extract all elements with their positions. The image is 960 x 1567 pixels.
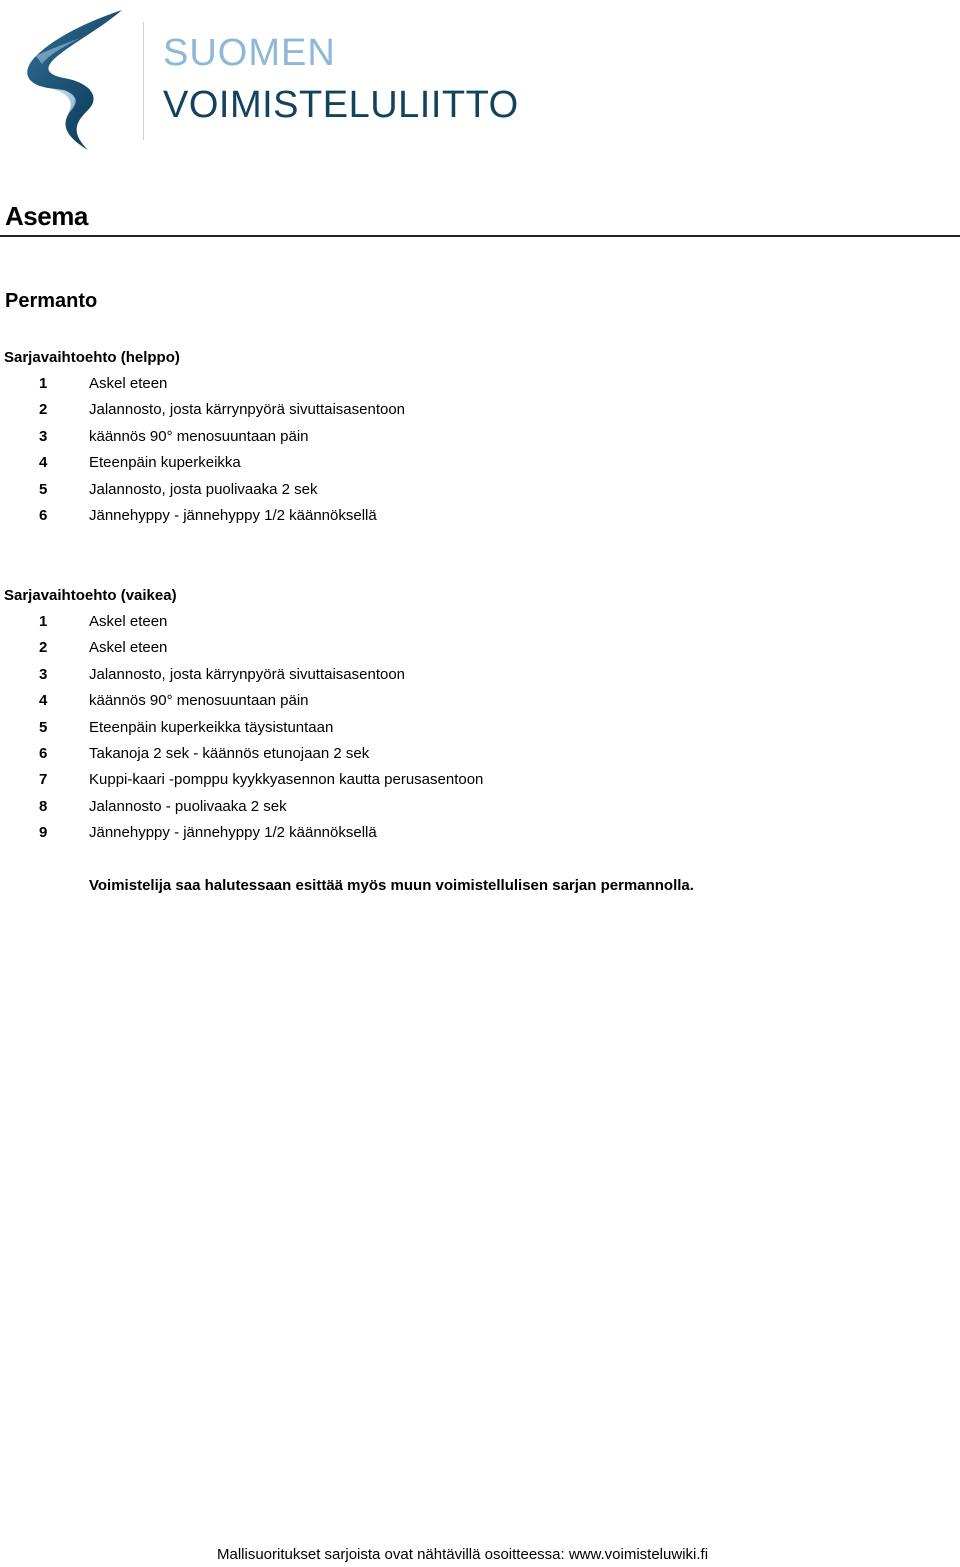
step-number: 9 (39, 824, 48, 842)
section-title: Permanto (5, 290, 98, 312)
ribbon-logo-icon (18, 4, 138, 154)
step-number: 2 (39, 639, 48, 657)
step-number: 5 (39, 718, 48, 736)
logo-text-line2: VOIMISTELULIITTO (163, 84, 519, 126)
logo (18, 4, 519, 154)
logo-divider (143, 22, 144, 140)
step-number: 3 (39, 427, 48, 445)
step-text: Takanoja 2 sek - käännös etunojaan 2 sek (89, 744, 370, 762)
step-number: 2 (39, 401, 48, 419)
easy-series-heading: Sarjavaihtoehto (helppo) (4, 349, 180, 366)
step-number: 6 (39, 744, 48, 762)
step-text: Askel eteen (89, 639, 168, 657)
title-divider (0, 235, 960, 237)
step-number: 4 (39, 454, 48, 472)
bold-note: Voimistelija saa halutessaan esittää myös muun voimistellulisen sarjan permannolla. (89, 877, 694, 894)
step-number: 8 (39, 797, 48, 815)
logo-text-line1: SUOMEN (163, 32, 336, 74)
step-text: Eteenpäin kuperkeikka täysistuntaan (89, 718, 334, 736)
step-text: Jännehyppy - jännehyppy 1/2 käännöksellä (89, 506, 377, 524)
step-text: Jalannosto, josta puolivaaka 2 sek (89, 480, 318, 498)
step-number: 7 (39, 771, 48, 789)
step-text: Kuppi-kaari -pomppu kyykkyasennon kautta perusasentoon (89, 771, 484, 789)
hard-series-heading: Sarjavaihtoehto (vaikea) (4, 587, 177, 604)
step-text: Eteenpäin kuperkeikka (89, 454, 241, 472)
page-title: Asema (5, 201, 88, 231)
step-text: Askel eteen (89, 613, 168, 630)
step-text: Jännehyppy - jännehyppy 1/2 käännöksellä (89, 824, 377, 842)
step-text: käännös 90° menosuuntaan päin (89, 692, 309, 710)
step-text: Jalannosto, josta kärrynpyörä sivuttaisasentoon (89, 665, 406, 683)
footer-text: Mallisuoritukset sarjoista ovat nähtävillä osoitteessa: www.voimisteluwiki.fi (217, 1546, 709, 1563)
step-text: Jalannosto - puolivaaka 2 sek (89, 797, 287, 815)
step-number: 6 (39, 506, 48, 524)
step-number: 1 (39, 375, 48, 392)
step-number: 1 (39, 613, 48, 630)
step-text: Jalannosto, josta kärrynpyörä sivuttaisasentoon (89, 401, 406, 419)
step-number: 5 (39, 480, 48, 498)
step-text: käännös 90° menosuuntaan päin (89, 427, 309, 445)
step-number: 4 (39, 692, 48, 710)
step-text: Askel eteen (89, 375, 168, 392)
step-number: 3 (39, 665, 48, 683)
